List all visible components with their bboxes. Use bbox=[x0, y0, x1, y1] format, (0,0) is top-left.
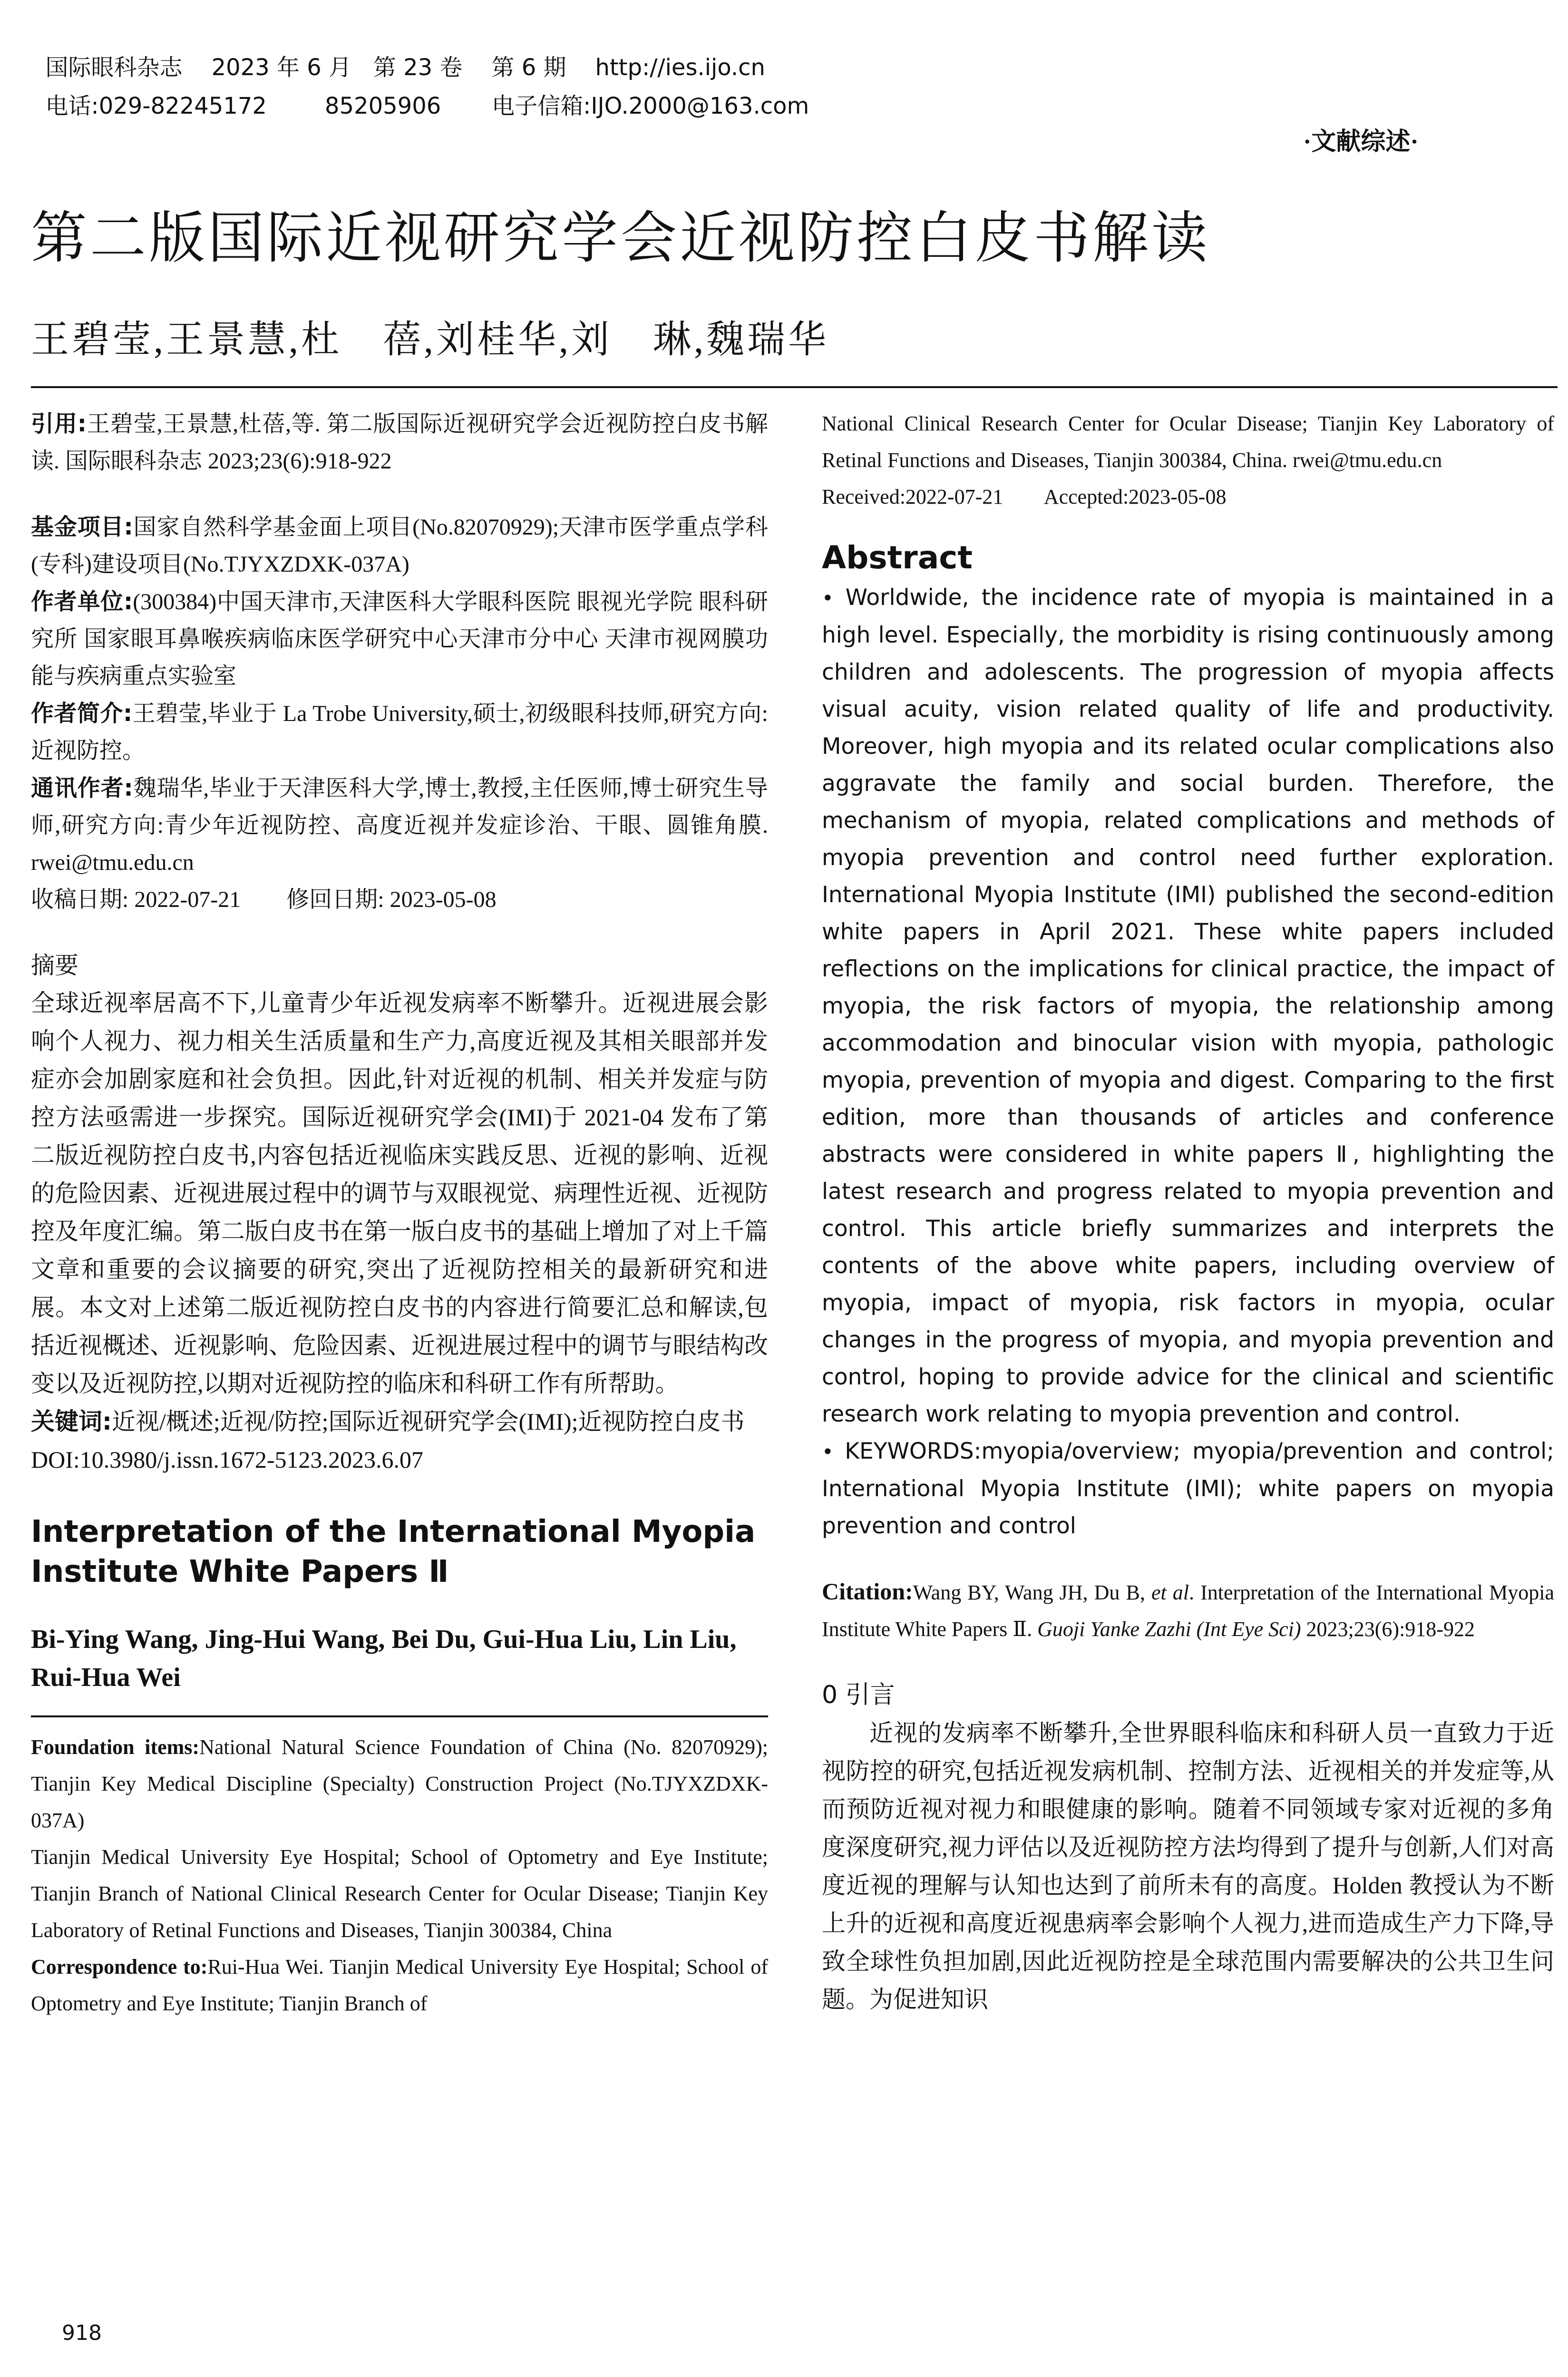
keywords-cn: 关键词:近视/概述;近视/防控;国际近视研究学会(IMI);近视防控白皮书 bbox=[31, 1408, 745, 1435]
abstract-cn: 全球近视率居高不下,儿童青少年近视发病率不断攀升。近视进展会影响个人视力、视力相关生活质量和生产力,高度近视及其相关眼部并发症亦会加剧家庭和社会负担。因此,针对近视的机制、相关并发症与防控方法亟需进一步探究。国际近视研究学会(IMI)于 2021-04 发布了第二版近视防控白皮书,内容包括近视临床实践反思、近视的影响、近视的危险因素、近视进展过程中的调节与双眼视觉、病理性近视、近视防控及年度汇编。第二版白皮书在第一版白皮书的基础上增加了对上千篇文章和重要的会议摘要的研究,突出了近视防控相关的最新研究和进展。本文对上述第二版近视防控白皮书的内容进行简要汇总和解读,包括近视概述、近视影响、危险因素、近视进展过程中的调节与眼结构改变以及近视防控,以期对近视防控的临床和科研工作有所帮助。 bbox=[31, 990, 768, 1397]
authors-cn: 王碧莹,王景慧,杜 蓓,刘桂华,刘 琳,魏瑞华 bbox=[31, 319, 829, 361]
email: 电子信箱:IJO.2000@163.com bbox=[492, 93, 809, 119]
unit-cn: 作者单位:(300384)中国天津市,天津医科大学眼科医院 眼视光学院 眼科研究所 国家眼耳鼻喉疾病临床医学研究中心天津市分中心 天津市视网膜功能与疾病重点实验室 bbox=[31, 588, 768, 689]
left-column bbox=[31, 405, 768, 2022]
foundation-en: Foundation items:National Natural Science Foundation of China (No. 82070929); Tianjin Key Medical Discipline (Specialty) Construction Project (No.TJYXZDXK-037A) bbox=[31, 1735, 768, 1832]
abstract-en: • Worldwide, the incidence rate of myopia is maintained in a high level. Especially, the morbidity is rising continuously among children and adolescents. The progression of myopia affects visual acuity, vision related quality of life and productivity. Moreover, high myopia and its related ocular complications also aggravate the family and social burden. Therefore, the mechanism of myopia, related complications and methods of myopia prevention and control need further exploration. International Myopia Institute (IMI) published the second-edition white papers in April 2021. These white papers included reflections on the implications for clinical practice, the impact of myopia, the risk factors of myopia, the relationship among accommodation and binocular vision with myopia, pathologic myopia, prevention of myopia and digest. Comparing to the first edition, more than thousands of articles and conference abstracts were considered in white papers Ⅱ, highlighting the latest research and progress related to myopia prevention and control. This article briefly summarizes and interprets the contents of the above white papers, including overview of myopia, impact of myopia, risk factors in myopia, ocular changes in the progress of myopia, and myopia prevention and control, hoping to provide advice for the clinical and scientific research work relating to myopia prevention and control. bbox=[822, 585, 1555, 1427]
authors-rule bbox=[31, 1715, 768, 1729]
fund-cn: 基金项目:国家自然科学基金面上项目(No.82070929);天津市医学重点学科(专科)建设项目(No.TJYXZDXK-037A) bbox=[31, 514, 768, 577]
english-authors: Bi-Ying Wang, Jing-Hui Wang, Bei Du, Gui-Hua Liu, Lin Liu, Rui-Hua Wei bbox=[31, 1625, 737, 1692]
right-column bbox=[822, 405, 1554, 2018]
english-title: Interpretation of the International Myopia Institute White Papers Ⅱ bbox=[31, 1514, 756, 1589]
section-tag: ·文献综述· bbox=[1303, 128, 1419, 156]
paper-title: 第二版国际近视研究学会近视防控白皮书解读 bbox=[31, 205, 1211, 271]
contact-line bbox=[31, 63, 809, 120]
corr-cn: 通讯作者:魏瑞华,毕业于天津医科大学,博士,教授,主任医师,博士研究生导师,研究方向:青少年近视防控、高度近视并发症诊治、干眼、圆锥角膜. rwei@tmu.edu.cn bbox=[31, 775, 768, 875]
phone-2: 85205906 bbox=[325, 93, 441, 119]
abstract-heading-en: Abstract bbox=[822, 539, 973, 576]
journal-name: 国际眼科杂志 bbox=[45, 54, 183, 81]
citation-en: Citation:Wang BY, Wang JH, Du B, et al. Interpretation of the International Myopia Institute White Papers Ⅱ. Guoji Yanke Zazhi (Int Eye Sci) 2023;23(6):918-922 bbox=[822, 1578, 1554, 1641]
dates-cn: 收稿日期: 2022-07-21 修回日期: 2023-05-08 bbox=[31, 887, 497, 912]
title-rule bbox=[31, 386, 1558, 388]
abstract-heading-cn: 摘要 bbox=[31, 952, 78, 979]
doi: DOI:10.3980/j.issn.1672-5123.2023.6.07 bbox=[31, 1446, 423, 1473]
journal-url[interactable]: http://ies.ijo.cn bbox=[595, 54, 765, 81]
received-accepted: Received:2022-07-21 Accepted:2023-05-08 bbox=[822, 485, 1227, 508]
intro-text: 近视的发病率不断攀升,全世界眼科临床和科研人员一直致力于近视防控的研究,包括近视发病机制、控制方法、近视相关的并发症等,从而预防近视对视力和眼健康的影响。随着不同领域专家对近视的多角度深度研究,视力评估以及近视防控方法均得到了提升与创新,人们对高度近视的理解与认知也达到了前所未有的高度。Holden 教授认为不断上升的近视和高度近视患病率会影响个人视力,进而造成生产力下降,导致全球性负担加剧,因此近视防控是全球范围内需要解决的公共卫生问题。为促进知识 bbox=[822, 1720, 1554, 2013]
correspondence-en: Correspondence to:Rui-Hua Wei. Tianjin Medical University Eye Hospital; School of Optometry and Eye Institute; Tianjin Branch of bbox=[31, 1955, 769, 2015]
intro-heading: 0 引言 bbox=[822, 1681, 895, 1709]
correspondence-cont: National Clinical Research Center for Ocular Disease; Tianjin Key Laboratory of Retinal Functions and Diseases, Tianjin 300384, China. rwei@tmu.edu.cn bbox=[822, 412, 1554, 472]
page-number: 918 bbox=[62, 2321, 102, 2345]
issue-info: 2023 年 6 月 第 23 卷 第 6 期 bbox=[211, 54, 566, 81]
affiliation-en: Tianjin Medical University Eye Hospital; School of Optometry and Eye Institute; Tianjin Branch of National Clinical Research Center for Ocular Disease; Tianjin Key Laboratory of Retinal Functions and Diseases, Tianjin 300384, China bbox=[31, 1845, 768, 1942]
bio-cn: 作者简介:王碧莹,毕业于 La Trobe University,硕士,初级眼科技师,研究方向:近视防控。 bbox=[31, 700, 768, 763]
citation-cn: 引用:王碧莹,王景慧,杜蓓,等. 第二版国际近视研究学会近视防控白皮书解读. 国际眼科杂志 2023;23(6):918-922 bbox=[31, 410, 768, 474]
citation-label: 引用: bbox=[31, 410, 87, 437]
keywords-en: • KEYWORDS:myopia/overview; myopia/prevention and control; International Myopia Institute (IMI); white papers on myopia prevention and control bbox=[822, 1438, 1554, 1539]
phone: 电话:029-82245172 bbox=[45, 93, 267, 119]
